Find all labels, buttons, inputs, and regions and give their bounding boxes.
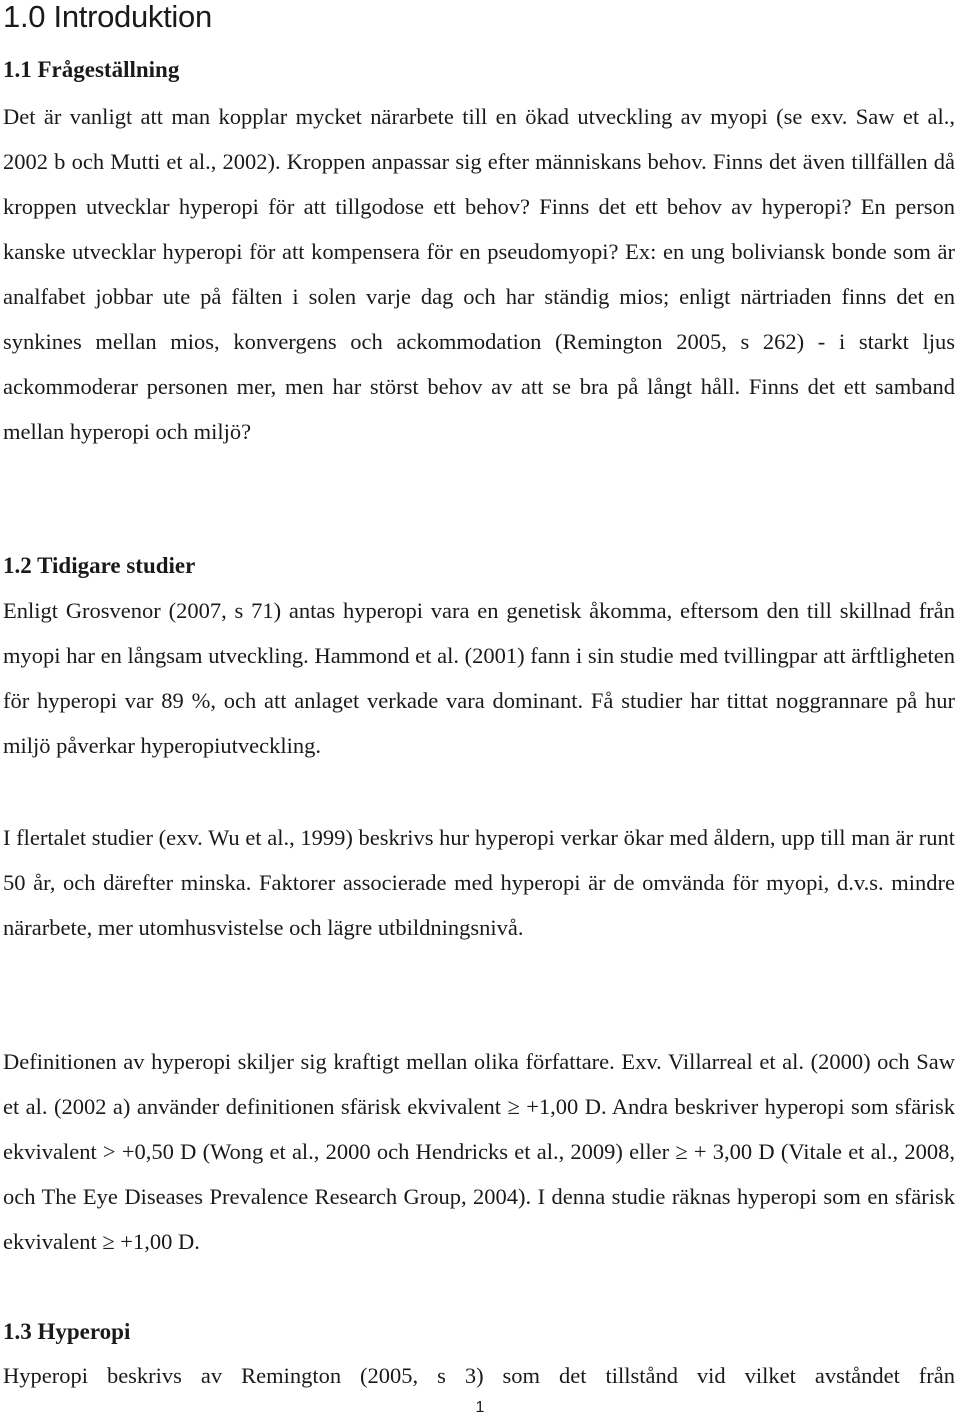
section-heading-1-3: 1.3 Hyperopi	[3, 1319, 131, 1344]
paragraph-tidigare-studier-1: Enligt Grosvenor (2007, s 71) antas hyperopi vara en genetisk åkomma, eftersom den till skillnad från myopi har en långsam utveckling. Hammond et al. (2001) fann i sin studie med tvillingpar att ärftligheten för hyperopi var 89 %, och att anlaget verkade vara dominant. Få studier har tittat noggrannare på hur miljö påverkar hyperopiutveckling.	[3, 598, 955, 758]
paragraph-tidigare-studier-3: Definitionen av hyperopi skiljer sig kraftigt mellan olika författare. Exv. Villarreal et al. (2000) och Saw et al. (2002 a) använder definitionen sfärisk ekvivalent ≥ +1,00 D. Andra beskriver hyperopi som sfärisk ekvivalent > +0,50 D (Wong et al., 2000 och Hendricks et al., 2009) eller ≥ + 3,00 D (Vitale et al., 2008, och The Eye Diseases Prevalence Research Group, 2004). I denna studie räknas hyperopi som en sfärisk ekvivalent ≥ +1,00 D.	[3, 1049, 955, 1254]
page-number: 1	[475, 1399, 485, 1416]
paragraph-hyperopi: Hyperopi beskrivs av Remington (2005, s 3) som det tillstånd vid vilket avståndet från	[3, 1363, 955, 1388]
paragraph-tidigare-studier-2: I flertalet studier (exv. Wu et al., 1999) beskrivs hur hyperopi verkar ökar med åldern, upp till man är runt 50 år, och därefter minska. Faktorer associerade med hyperopi är de omvända för myopi, d.v.s. mindre närarbete, mer utomhusvistelse och lägre utbildningsnivå.	[3, 825, 955, 940]
section-heading-1-2: 1.2 Tidigare studier	[3, 553, 196, 578]
paragraph-fragestallning: Det är vanligt att man kopplar mycket närarbete till en ökad utveckling av myopi (se exv. Saw et al., 2002 b och Mutti et al., 2002). Kroppen anpassar sig efter människans behov. Finns det även tillfällen då kroppen utvecklar hyperopi för att tillgodose ett behov? Finns det ett behov av hyperopi? En person kanske utvecklar hyperopi för att kompensera för en pseudomyopi? Ex: en ung boliviansk bonde som är analfabet jobbar ute på fälten i solen varje dag och har ständig mios; enligt närtriaden finns det en synkines mellan mios, konvergens och ackommodation (Remington 2005, s 262) - i starkt ljus ackommoderar personen mer, men har störst behov av att se bra på långt håll. Finns det ett samband mellan hyperopi och miljö?	[3, 104, 955, 444]
chapter-heading: 1.0 Introduktion	[3, 0, 212, 34]
section-heading-1-1: 1.1 Frågeställning	[3, 57, 180, 82]
